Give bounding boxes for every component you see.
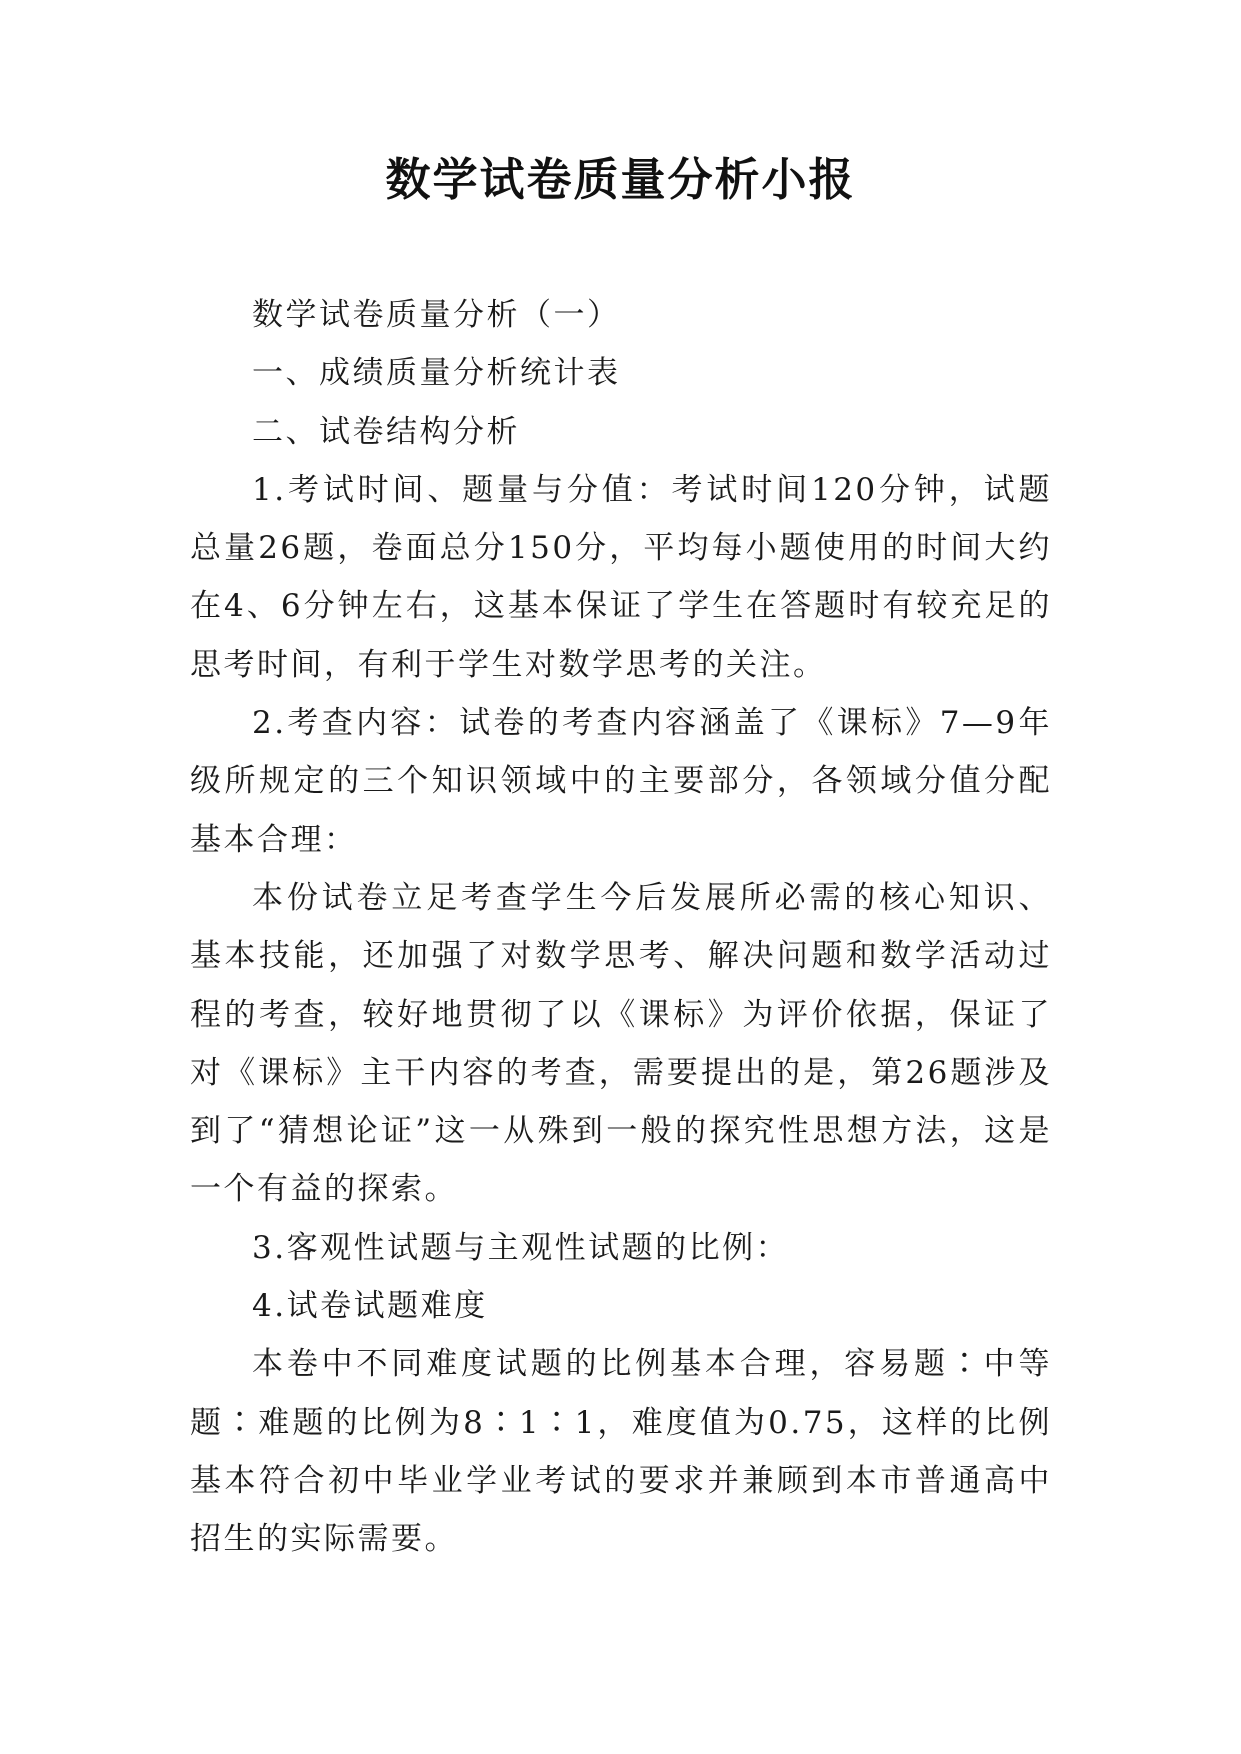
body-paragraph: 本份试卷立足考查学生今后发展所必需的核心知识、基本技能，还加强了对数学思考、解决问题和数学活动过程的考查，较好地贯彻了以《课标》为评价依据，保证了对《课标》主干内容的考查，需要提出的是，第26题涉及到了“猜想论证”这一从殊到一般的探究性思想方法，这是一个有益的探索。 — [190, 879, 1052, 1208]
document-body — [190, 286, 1052, 1569]
document-title: 数学试卷质量分析小报 — [385, 153, 856, 206]
section-heading: 数学试卷质量分析（一） — [252, 297, 621, 333]
body-paragraph: 3.客观性试题与主观性试题的比例： — [252, 1229, 790, 1266]
body-paragraph: 本卷中不同难度试题的比例基本合理，容易题∶中等题∶难题的比例为8∶1∶1，难度值为0.75，这样的比例基本符合初中毕业学业考试的要求并兼顾到本市普通高中招生的实际需要。 — [190, 1346, 1052, 1558]
body-paragraph: 4.试卷试题难度 — [252, 1288, 488, 1325]
body-paragraph: 1.考试时间、题量与分值：考试时间120分钟，试题总量26题，卷面总分150分，平均每小题使用的时间大约在4、6分钟左右，这基本保证了学生在答题时有较充足的思考时间，有利于学生对数学思考的关注。 — [190, 471, 1052, 683]
subsection-heading: 一、成绩质量分析统计表 — [252, 355, 621, 392]
subsection-heading: 二、试卷结构分析 — [252, 413, 520, 450]
body-paragraph: 2.考查内容：试卷的考查内容涵盖了《课标》7—9年级所规定的三个知识领域中的主要部分，各领域分值分配基本合理： — [190, 705, 1052, 858]
